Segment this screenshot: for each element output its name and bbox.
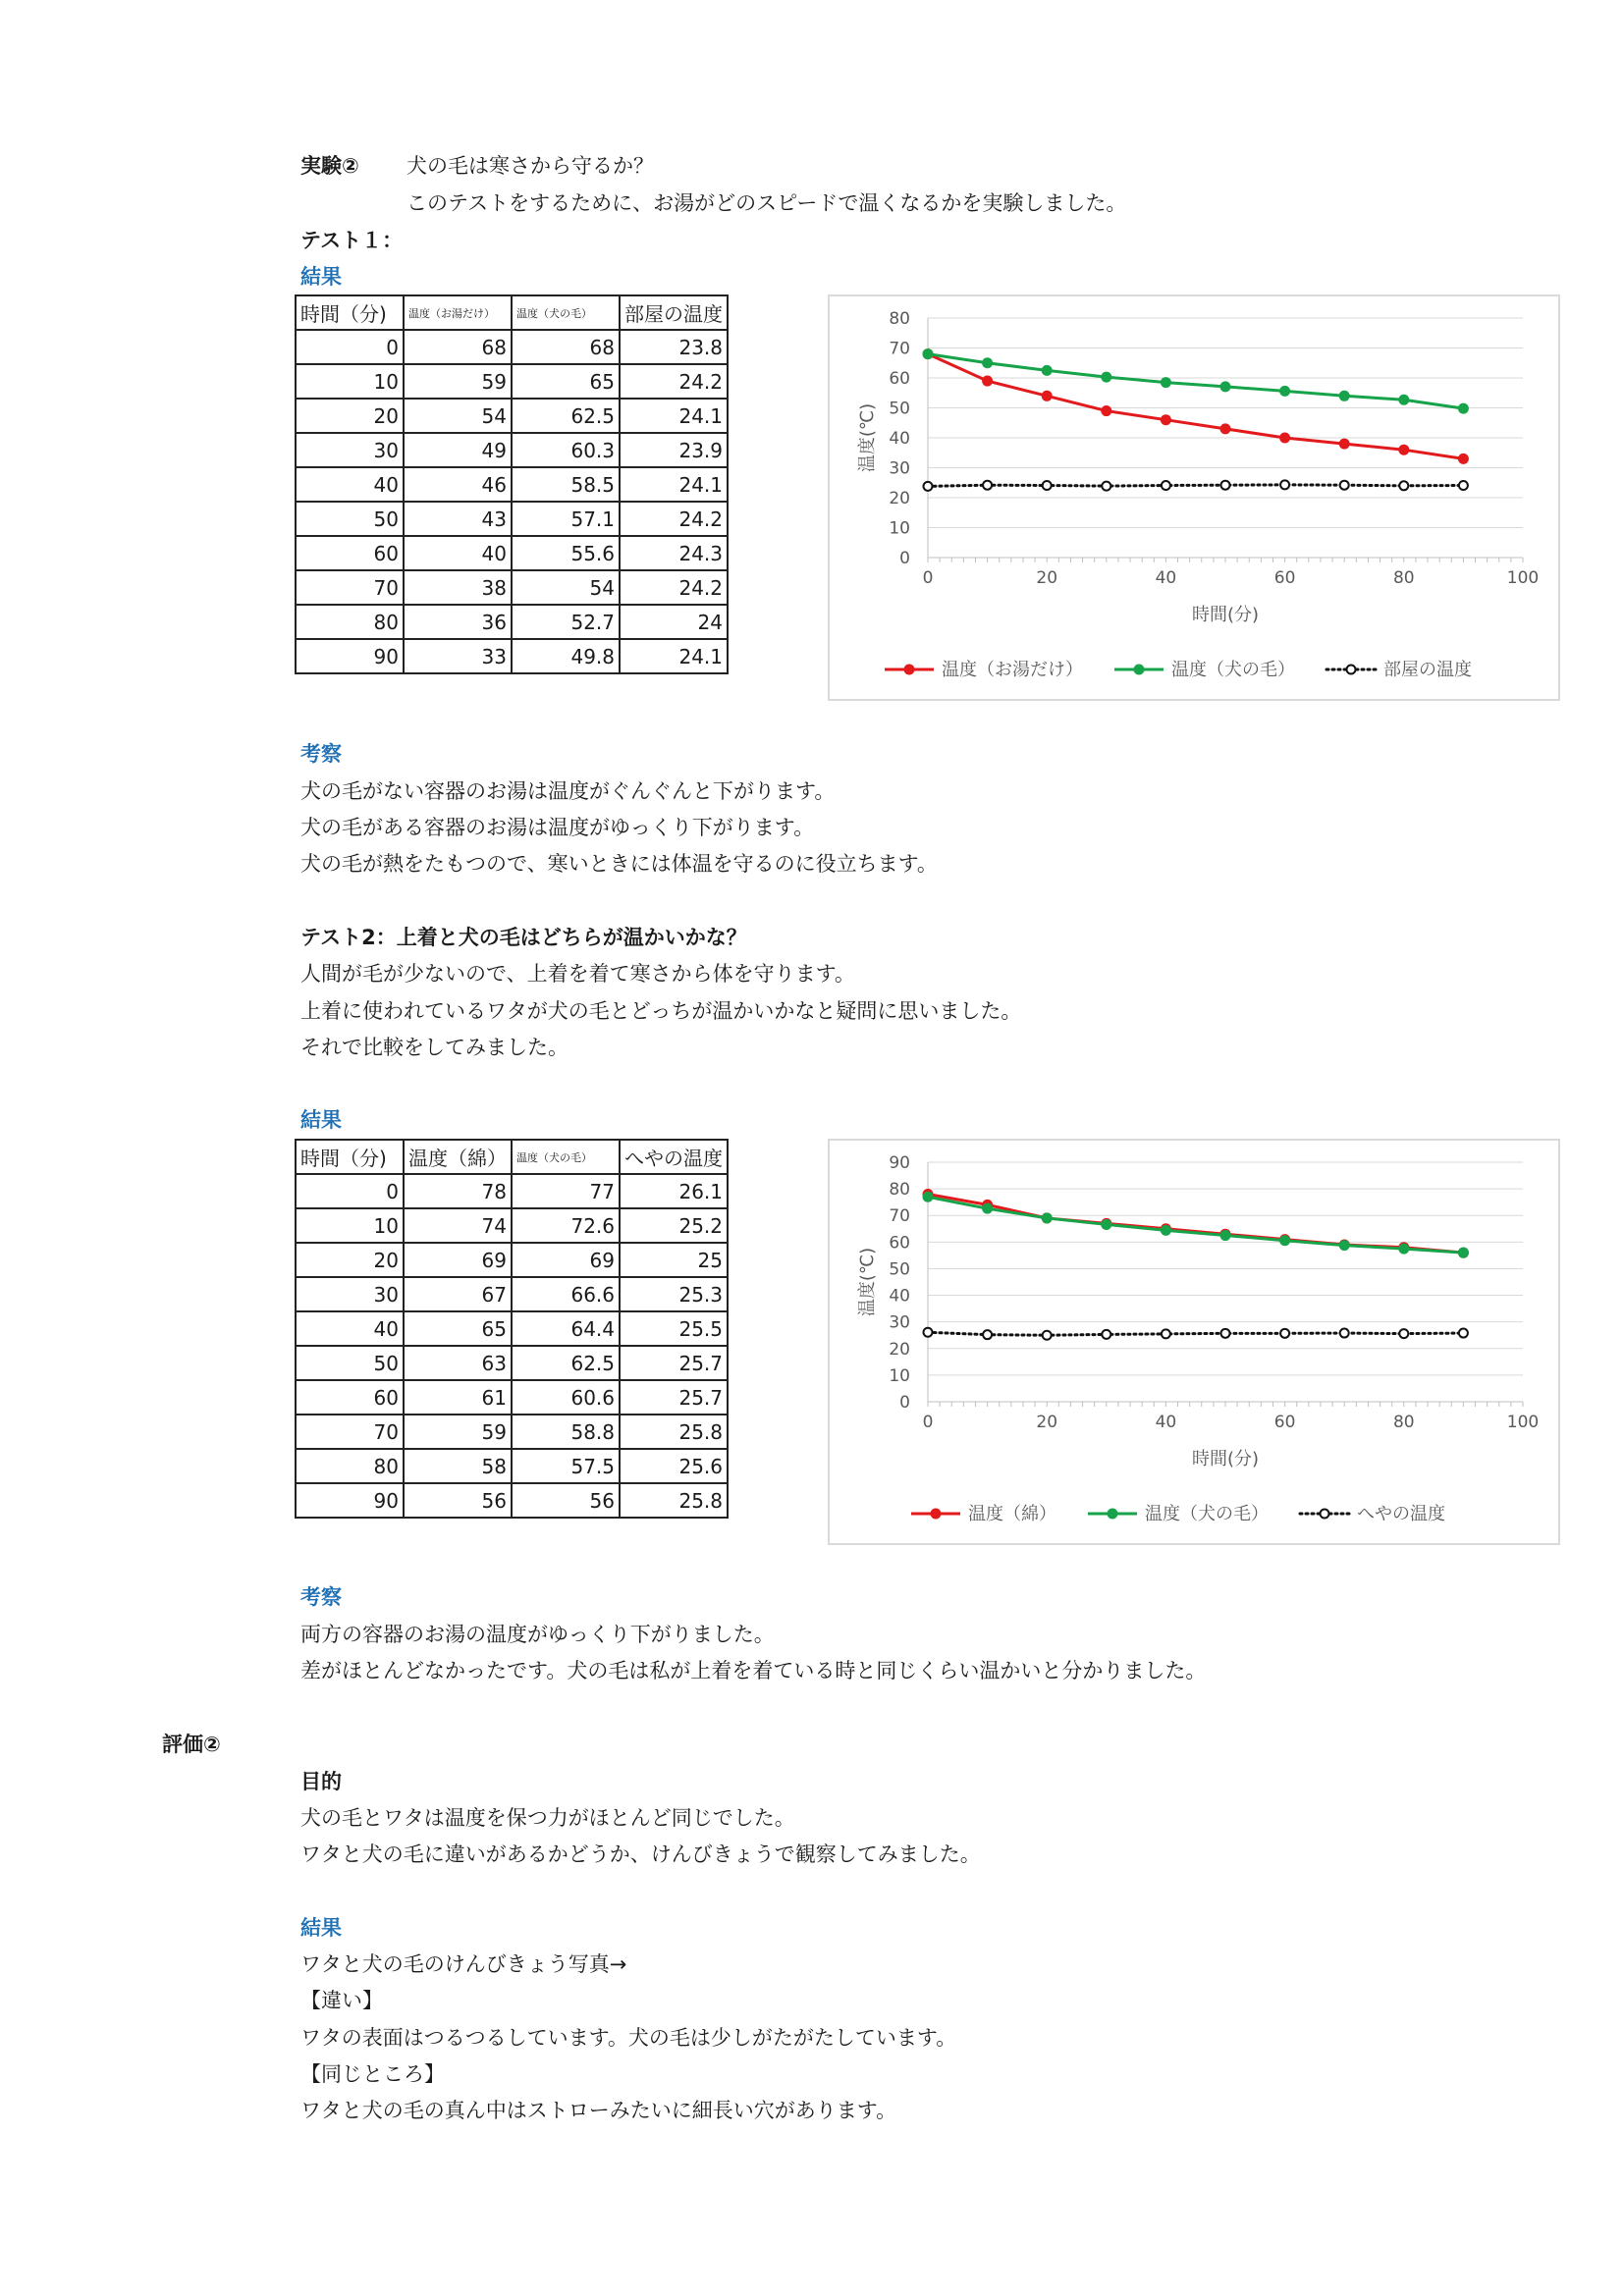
table-cell: 60.3 [512, 433, 620, 467]
table-cell: 72.6 [512, 1208, 620, 1243]
table-cell: 70 [296, 1415, 404, 1449]
evaluation-result-label: 結果 [300, 1916, 342, 1940]
test2-discussion-line: 差がほとんどなかったです。犬の毛は私が上着を着ている時と同じくらい温かいと分かりました。 [300, 1659, 1207, 1682]
data-point [1340, 1329, 1349, 1338]
test2-line-chart [830, 1141, 1558, 1543]
table-row [296, 1208, 728, 1243]
data-point [1339, 439, 1350, 450]
table-cell: 49 [404, 433, 512, 467]
table-cell: 54 [512, 570, 620, 605]
table-cell: 66.6 [512, 1277, 620, 1311]
table-cell: 78 [404, 1174, 512, 1208]
data-point [1398, 445, 1409, 455]
legend-marker [1108, 1509, 1118, 1520]
table-cell: 60.6 [512, 1380, 620, 1415]
test1-table-body [296, 330, 728, 673]
y-axis-title: 温度(℃) [857, 402, 878, 473]
data-point [1220, 423, 1231, 434]
table-cell: 25 [620, 1243, 728, 1277]
table-row [296, 1346, 728, 1380]
data-point [1280, 480, 1289, 489]
y-tick-label: 60 [889, 369, 910, 389]
legend-marker [1134, 665, 1145, 675]
y-tick-label: 40 [889, 429, 910, 449]
x-tick-label: 0 [922, 1413, 934, 1432]
table-cell: 69 [404, 1243, 512, 1277]
data-point [1339, 1240, 1350, 1251]
data-point [1398, 395, 1409, 405]
table-cell: 59 [404, 1415, 512, 1449]
table-row [296, 639, 728, 673]
table-cell: 24.1 [620, 399, 728, 433]
y-tick-label: 30 [889, 1312, 910, 1333]
data-point [1042, 391, 1053, 401]
data-point [1459, 481, 1468, 490]
data-point [1459, 1329, 1468, 1338]
table-cell: 46 [404, 467, 512, 502]
data-point [1339, 391, 1350, 401]
data-point [1340, 481, 1349, 490]
legend-item [911, 1504, 1056, 1524]
data-point [1161, 414, 1171, 425]
table-cell: 69 [512, 1243, 620, 1277]
header-cell: へやの温度 [620, 1140, 728, 1174]
evaluation-result-line: 【違い】 [300, 1989, 383, 2012]
table-cell: 56 [404, 1483, 512, 1518]
test1-discussion-line: 犬の毛が熱をたもつので、寒いときには体温を守るのに役立ちます。 [300, 852, 938, 876]
data-point [1458, 454, 1469, 464]
data-point [1042, 365, 1053, 376]
legend-marker [931, 1509, 942, 1520]
table-cell: 65 [404, 1311, 512, 1346]
table-cell: 60 [296, 1380, 404, 1415]
data-point [1101, 405, 1111, 416]
data-point [1221, 1329, 1230, 1338]
legend-marker [1321, 1510, 1329, 1519]
table-cell: 30 [296, 433, 404, 467]
header-cell: 温度（お湯だけ） [404, 295, 512, 330]
table-row [296, 364, 728, 399]
x-tick-label: 0 [922, 568, 934, 588]
x-tick-label: 80 [1392, 1413, 1415, 1432]
legend-marker [1347, 666, 1356, 674]
table-row [296, 330, 728, 364]
y-tick-label: 10 [889, 518, 910, 539]
data-point [982, 376, 993, 387]
y-tick-label: 80 [889, 1180, 910, 1201]
y-axis-title: 温度(℃) [857, 1247, 878, 1317]
table-cell: 62.5 [512, 399, 620, 433]
legend-label: 温度（綿） [968, 1504, 1056, 1524]
table-cell: 80 [296, 605, 404, 639]
legend-item [1114, 660, 1295, 680]
table-cell: 50 [296, 502, 404, 536]
data-point [1399, 481, 1408, 490]
table-row [296, 1483, 728, 1518]
table-row [296, 605, 728, 639]
table-cell: 24.1 [620, 467, 728, 502]
data-point [1162, 1329, 1170, 1338]
table-cell: 10 [296, 1208, 404, 1243]
y-tick-label: 40 [889, 1286, 910, 1307]
legend-item [1326, 660, 1472, 680]
table-row [296, 467, 728, 502]
test1-discussion-label: 考察 [300, 742, 342, 766]
header-cell: 部屋の温度 [620, 295, 728, 330]
data-point [1279, 386, 1290, 397]
table-cell: 25.5 [620, 1311, 728, 1346]
experiment-question: 犬の毛は寒さから守るか？ [406, 154, 654, 178]
series-line-2 [928, 1332, 1463, 1335]
table-cell: 49.8 [512, 639, 620, 673]
table-cell: 68 [404, 330, 512, 364]
table-row [296, 502, 728, 536]
table-cell: 40 [296, 1311, 404, 1346]
table-cell: 24.3 [620, 536, 728, 570]
table-cell: 24 [620, 605, 728, 639]
table-cell: 80 [296, 1449, 404, 1483]
data-point [1043, 481, 1052, 490]
table-cell: 74 [404, 1208, 512, 1243]
table-row [296, 1380, 728, 1415]
table-cell: 25.3 [620, 1277, 728, 1311]
evaluation-result-line: 【同じところ】 [300, 2062, 445, 2086]
legend-label: 温度（犬の毛） [1145, 1504, 1269, 1524]
data-point [1162, 481, 1170, 490]
data-point [1399, 1329, 1408, 1338]
y-tick-label: 10 [889, 1365, 910, 1386]
data-point [1161, 377, 1171, 388]
table-cell: 38 [404, 570, 512, 605]
table-cell: 50 [296, 1346, 404, 1380]
test1-result-label: 結果 [300, 265, 342, 289]
data-point [1458, 1248, 1469, 1258]
x-tick-label: 100 [1506, 568, 1540, 588]
test2-intro-line: 人間が毛が少ないので、上着を着て寒さから体を守ります。 [300, 962, 855, 986]
y-tick-label: 30 [889, 458, 910, 479]
table-row [296, 1277, 728, 1311]
table-cell: 26.1 [620, 1174, 728, 1208]
table-row [296, 1449, 728, 1483]
data-point [983, 1330, 992, 1339]
table-cell: 54 [404, 399, 512, 433]
table-header-row [296, 295, 728, 330]
data-point [1102, 1330, 1110, 1339]
legend-item [1088, 1504, 1269, 1524]
data-point [1043, 1331, 1052, 1340]
data-point [983, 481, 992, 490]
data-point [1221, 481, 1230, 490]
y-tick-label: 0 [899, 549, 910, 568]
legend-marker [904, 665, 915, 675]
table-cell: 40 [404, 536, 512, 570]
y-tick-label: 50 [889, 399, 910, 419]
x-tick-label: 40 [1155, 568, 1177, 588]
table-cell: 23.8 [620, 330, 728, 364]
test1-discussion-line: 犬の毛がない容器のお湯は温度がぐんぐんと下がります。 [300, 779, 836, 803]
data-point [1042, 1212, 1053, 1223]
test1-title: テスト１： [300, 229, 404, 252]
test2-table-body [296, 1174, 728, 1518]
test2-chart [828, 1139, 1560, 1545]
series-line-2 [928, 485, 1463, 487]
x-tick-label: 100 [1506, 1413, 1540, 1432]
data-point [1102, 482, 1110, 491]
experiment-description: このテストをするために、お湯がどのスピードで温くなるかを実験しました。 [406, 191, 1127, 215]
evaluation-purpose-line: ワタと犬の毛に違いがあるかどうか、けんびきょうで観察してみました。 [300, 1842, 981, 1866]
table-cell: 90 [296, 639, 404, 673]
y-tick-label: 0 [899, 1393, 910, 1413]
table-cell: 67 [404, 1277, 512, 1311]
legend-label: へやの温度 [1357, 1504, 1445, 1524]
table-cell: 20 [296, 1243, 404, 1277]
table-cell: 24.2 [620, 502, 728, 536]
table-cell: 43 [404, 502, 512, 536]
table-cell: 20 [296, 399, 404, 433]
data-point [1220, 381, 1231, 392]
y-tick-label: 70 [889, 1206, 910, 1227]
y-tick-label: 50 [889, 1259, 910, 1280]
table-cell: 59 [404, 364, 512, 399]
test2-title: テスト2：上着と犬の毛はどちらが温かいかな？ [300, 926, 747, 949]
data-point [982, 1203, 993, 1214]
table-cell: 57.1 [512, 502, 620, 536]
table-cell: 30 [296, 1277, 404, 1311]
data-point [924, 482, 933, 491]
table-row [296, 1174, 728, 1208]
data-point [1161, 1225, 1171, 1236]
table-cell: 77 [512, 1174, 620, 1208]
table-cell: 24.2 [620, 364, 728, 399]
legend-item [1300, 1504, 1445, 1524]
table-cell: 23.9 [620, 433, 728, 467]
table-cell: 90 [296, 1483, 404, 1518]
table-cell: 24.2 [620, 570, 728, 605]
table-cell: 25.8 [620, 1415, 728, 1449]
evaluation-result-line: ワタと犬の毛の真ん中はストローみたいに細長い穴があります。 [300, 2099, 897, 2122]
table-cell: 64.4 [512, 1311, 620, 1346]
legend-item [885, 660, 1083, 680]
data-point [1398, 1244, 1409, 1255]
series-line-0 [928, 1195, 1463, 1254]
data-point [1280, 1329, 1289, 1338]
table-cell: 68 [512, 330, 620, 364]
table-cell: 70 [296, 570, 404, 605]
table-row [296, 1243, 728, 1277]
y-tick-label: 90 [889, 1153, 910, 1173]
table-cell: 25.7 [620, 1346, 728, 1380]
legend-label: 部屋の温度 [1383, 660, 1472, 680]
table-cell: 56 [512, 1483, 620, 1518]
series-line-1 [928, 1197, 1463, 1253]
table-cell: 58 [404, 1449, 512, 1483]
data-point [924, 1328, 933, 1337]
y-tick-label: 70 [889, 339, 910, 359]
table-cell: 58.8 [512, 1415, 620, 1449]
table-cell: 25.8 [620, 1483, 728, 1518]
table-row [296, 570, 728, 605]
data-point [982, 357, 993, 368]
table-row [296, 399, 728, 433]
test1-data-table [295, 294, 729, 674]
x-tick-label: 60 [1273, 568, 1296, 588]
test1-discussion-line: 犬の毛がある容器のお湯は温度がゆっくり下がります。 [300, 816, 815, 839]
data-point [1101, 372, 1111, 383]
table-cell: 10 [296, 364, 404, 399]
table-cell: 60 [296, 536, 404, 570]
x-axis-title: 時間(分) [1191, 605, 1260, 625]
y-tick-label: 20 [889, 489, 910, 508]
table-cell: 25.6 [620, 1449, 728, 1483]
table-cell: 55.6 [512, 536, 620, 570]
evaluation-result-line: ワタと犬の毛のけんびきょう写真→ [300, 1952, 627, 1976]
test1-chart [828, 294, 1560, 701]
x-tick-label: 80 [1392, 568, 1415, 588]
header-cell: 時間（分) [296, 295, 404, 330]
test2-result-label: 結果 [300, 1108, 342, 1132]
test2-discussion-line: 両方の容器のお湯の温度がゆっくり下がりました。 [300, 1623, 775, 1646]
table-cell: 36 [404, 605, 512, 639]
table-row [296, 433, 728, 467]
table-cell: 25.2 [620, 1208, 728, 1243]
table-row [296, 1311, 728, 1346]
x-axis-title: 時間(分) [1191, 1449, 1260, 1469]
data-point [1101, 1219, 1111, 1230]
evaluation-result-line: ワタの表面はつるつるしています。犬の毛は少しがたがたしています。 [300, 2026, 957, 2050]
evaluation-title: 評価② [162, 1733, 221, 1756]
data-point [1279, 433, 1290, 444]
table-cell: 52.7 [512, 605, 620, 639]
table-cell: 40 [296, 467, 404, 502]
table-cell: 0 [296, 1174, 404, 1208]
y-tick-label: 60 [889, 1233, 910, 1254]
legend-label: 温度（犬の毛） [1171, 660, 1295, 680]
test1-line-chart [830, 296, 1558, 699]
data-point [1220, 1230, 1231, 1241]
table-cell: 63 [404, 1346, 512, 1380]
x-tick-label: 20 [1036, 568, 1058, 588]
header-cell: 温度（犬の毛） [512, 295, 620, 330]
legend-label: 温度（お湯だけ） [942, 660, 1083, 680]
data-point [923, 348, 934, 359]
table-cell: 24.1 [620, 639, 728, 673]
table-cell: 62.5 [512, 1346, 620, 1380]
x-tick-label: 60 [1273, 1413, 1296, 1432]
series-line-0 [928, 354, 1463, 459]
test2-intro-line: 上着に使われているワタが犬の毛とどっちが温かいかなと疑問に思いました。 [300, 999, 1022, 1023]
test2-intro-line: それで比較をしてみました。 [300, 1036, 568, 1059]
table-row [296, 536, 728, 570]
data-point [1458, 403, 1469, 414]
header-cell: 時間（分) [296, 1140, 404, 1174]
test2-discussion-label: 考察 [300, 1585, 342, 1609]
x-tick-label: 40 [1155, 1413, 1177, 1432]
x-tick-label: 20 [1036, 1413, 1058, 1432]
data-point [923, 1192, 934, 1202]
table-cell: 25.7 [620, 1380, 728, 1415]
table-cell: 57.5 [512, 1449, 620, 1483]
table-cell: 61 [404, 1380, 512, 1415]
evaluation-purpose-line: 犬の毛とワタは温度を保つ力がほとんど同じでした。 [300, 1806, 795, 1830]
table-cell: 33 [404, 639, 512, 673]
data-point [1279, 1235, 1290, 1246]
table-header-row [296, 1140, 728, 1174]
table-cell: 0 [296, 330, 404, 364]
table-cell: 58.5 [512, 467, 620, 502]
series-line-1 [928, 354, 1463, 409]
y-tick-label: 80 [889, 309, 910, 329]
table-row [296, 1415, 728, 1449]
evaluation-purpose-label: 目的 [300, 1770, 342, 1793]
test2-data-table [295, 1139, 729, 1519]
table-cell: 65 [512, 364, 620, 399]
header-cell: 温度（綿） [404, 1140, 512, 1174]
y-tick-label: 20 [889, 1339, 910, 1360]
header-cell: 温度（犬の毛） [512, 1140, 620, 1174]
experiment-label: 実験② [300, 154, 359, 178]
